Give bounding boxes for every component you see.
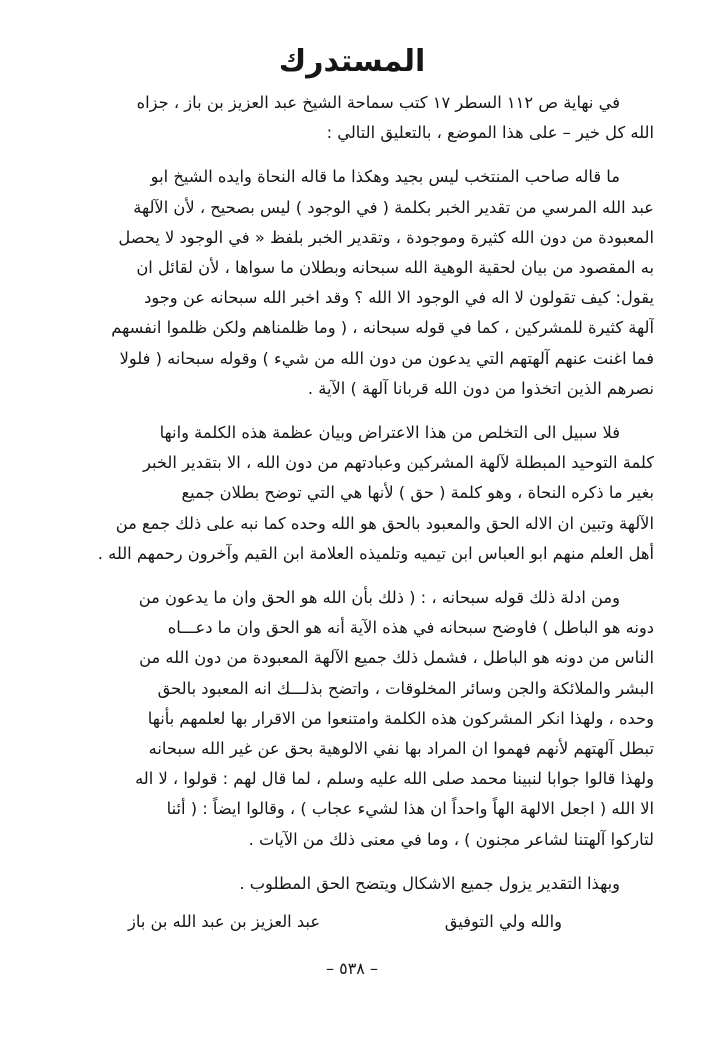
signature-row	[50, 907, 654, 937]
conclusion-paragraph	[50, 869, 654, 899]
text-line: وحده ، ولهذا انكر المشركون هذه الكلمة وامتنعوا من الاقرار بها لعلمهم بأنها	[147, 708, 654, 728]
text-line: أهل العلم منهم ابو العباس ابن تيميه وتلميذه العلامة ابن القيم وآخرون رحمهم الله .	[97, 543, 654, 563]
text-line: وبهذا التقدير يزول جميع الاشكال ويتضح الحق المطلوب .	[239, 873, 620, 893]
paragraph-gap	[50, 855, 654, 869]
text-line: الآلهة وتبين ان الاله الحق والمعبود بالحق هو الله وحده كما نبه على ذلك جمع من	[115, 513, 654, 533]
closing-text: والله ولي التوفيق	[444, 912, 562, 932]
intro-paragraph	[50, 88, 654, 148]
commentary-paragraph	[50, 162, 654, 404]
evidence-paragraph	[50, 583, 654, 855]
text-line: في نهاية ص ١١٢ السطر ١٧ كتب سماحة الشيخ عبد العزيز بن باز ، جزاه	[136, 93, 620, 112]
text-line: به المقصود من بيان لحقية الوهية الله سبحانه وبطلان ما سواها ، لأن لقائل ان	[136, 258, 654, 278]
text-line: يقول: كيف تقولون لا اله في الوجود الا الله ؟ وقد اخبر الله سبحانه عن وجود	[144, 288, 654, 308]
text-line: فلا سبيل الى التخلص من هذا الاعتراض وبيان عظمة هذه الكلمة وانها	[159, 423, 620, 443]
text-line: الله كل خير – على هذا الموضع ، بالتعليق التالي :	[326, 123, 654, 143]
text-line: البشر والملائكة والجن وسائر المخلوقات ، واتضح بذلـــك انه المعبود بالحق	[157, 678, 654, 698]
author-signature: عبد العزيز بن عبد الله بن باز	[128, 912, 321, 932]
text-line: الا الله ( اجعل الالهة الهاً واحداً ان هذا لشيء عجاب ) ، وقالوا ايضاً : ( أئنا	[166, 799, 654, 819]
text-line: بغير ما ذكره النحاة ، وهو كلمة ( حق ) لأنها هي التي توضح بطلان جميع	[181, 483, 654, 503]
text-line: نصرهم الذين اتخذوا من دون الله قربانا آلهة ) الآية .	[307, 378, 654, 398]
argument-paragraph	[50, 418, 654, 569]
text-line: كلمة التوحيد المبطلة لآلهة المشركين وعبادتهم من دون الله ، الا بتقدير الخبر	[143, 453, 654, 473]
page-title: المستدرك	[278, 44, 426, 79]
paragraph-gap	[50, 148, 654, 162]
text-line: عبد الله المرسي من تقدير الخبر بكلمة ( في الوجود ) ليس بصحيح ، لأن الآلهة	[133, 197, 654, 217]
page-number: – ٥٣٨ –	[326, 959, 378, 979]
text-line: الناس من دونه هو الباطل ، فشمل ذلك جميع الآلهة المعبودة من دون الله من	[139, 648, 654, 668]
text-line: تبطل آلهتهم لأنهم فهموا ان المراد بها نفي الالوهية بحق عن غير الله سبحانه	[148, 739, 654, 759]
text-line: ومن ادلة ذلك قوله سبحانه ، : ( ذلك بأن الله هو الحق وان ما يدعون من	[138, 588, 620, 608]
text-line: المعبودة من دون الله كثيرة وموجودة ، وتقدير الخبر بلفظ « في الوجود لا يحصل	[118, 227, 654, 247]
paragraph-gap	[50, 569, 654, 583]
paragraph-gap	[50, 404, 654, 418]
text-line: دونه هو الباطل ) فاوضح سبحانه في هذه الآية أنه هو الحق وان ما دعـــاه	[167, 618, 654, 638]
text-line: لتاركوا آلهتنا لشاعر مجنون ) ، وما في معنى ذلك من الآيات .	[248, 829, 654, 849]
text-line: ما قاله صاحب المنتخب ليس بجيد وهكذا ما قاله النحاة وايده الشيخ ابو	[150, 167, 620, 187]
text-line: فما اغنت عنهم آلهتهم التي يدعون من دون الله من شيء ) وقوله سبحانه ( فلولا	[119, 348, 654, 368]
text-line: ولهذا قالوا جوابا لنبينا محمد صلى الله عليه وسلم ، لما قال لهم : قولوا ، لا اله	[135, 769, 654, 789]
text-line: آلهة كثيرة للمشركين ، كما في قوله سبحانه ، ( وما ظلمناهم ولكن ظلموا انفسهم	[111, 318, 654, 338]
